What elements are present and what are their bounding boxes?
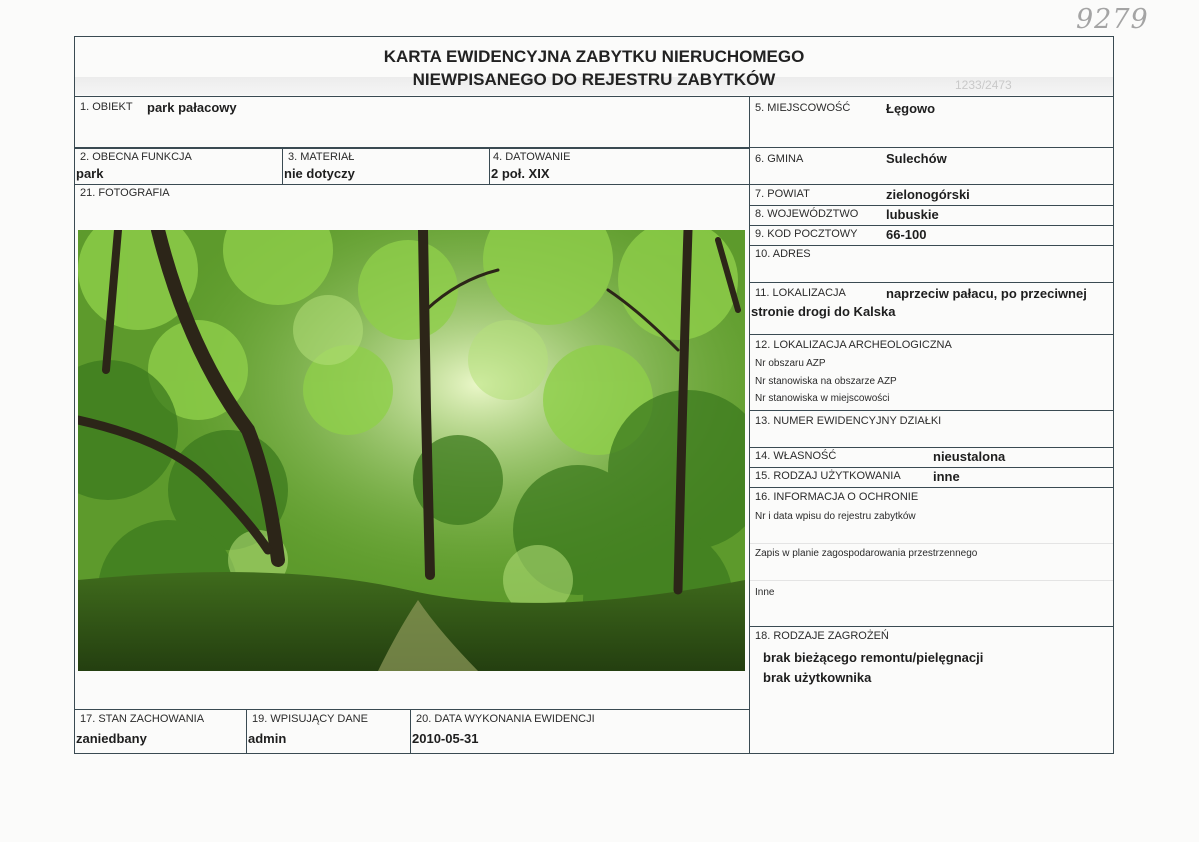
value-wlasnosc: nieustalona	[933, 449, 1006, 464]
faint-record-number: 1233/2473	[955, 78, 1012, 92]
ochrona-rejestr: Nr i data wpisu do rejestru zabytków	[755, 511, 916, 522]
field-wpisujacy	[246, 709, 411, 754]
value-miejscowosc: Łęgowo	[886, 101, 936, 116]
label-lokalizacja: 11. LOKALIZACJA	[755, 287, 846, 299]
value-kod: 66-100	[886, 227, 927, 242]
label-powiat: 7. POWIAT	[755, 188, 810, 200]
field-uzytkowanie	[749, 467, 1114, 488]
field-data	[410, 709, 750, 754]
label-uzytkowanie: 15. RODZAJ UŻYTKOWANIA	[755, 470, 901, 482]
value-datowanie: 2 poł. XIX	[491, 166, 550, 181]
value-obiekt: park pałacowy	[147, 100, 237, 115]
field-adres	[749, 245, 1114, 283]
label-fotografia: 21. FOTOGRAFIA	[80, 187, 170, 199]
label-datowanie: 4. DATOWANIE	[493, 151, 571, 163]
label-archeo: 12. LOKALIZACJA ARCHEOLOGICZNA	[755, 339, 952, 351]
field-gmina	[749, 147, 1114, 185]
ochrona-inne: Inne	[755, 587, 775, 598]
label-wpisujacy: 19. WPISUJĄCY DANE	[252, 713, 368, 725]
label-dzialka: 13. NUMER EWIDENCYJNY DZIAŁKI	[755, 415, 942, 427]
field-dzialka	[749, 410, 1114, 448]
value-uzytkowanie: inne	[933, 469, 960, 484]
label-data: 20. DATA WYKONANIA EWIDENCJI	[416, 713, 595, 725]
value-lokalizacja-line2: stronie drogi do Kalska	[751, 304, 896, 319]
archeo-stanowisko-azp: Nr stanowiska na obszarze AZP	[755, 376, 897, 387]
handwritten-number: 9279	[1076, 4, 1149, 35]
field-datowanie	[489, 148, 750, 185]
ochrona-divider-2	[750, 580, 1113, 581]
ochrona-divider-1	[750, 543, 1113, 544]
value-wojewodztwo: lubuskie	[886, 207, 939, 222]
field-miejscowosc	[749, 96, 1114, 148]
card-title-line2: NIEWPISANEGO DO REJESTRU ZABYTKÓW	[412, 70, 776, 89]
field-kod	[749, 225, 1114, 246]
label-wojewodztwo: 8. WOJEWÓDZTWO	[755, 208, 859, 220]
label-obiekt: 1. OBIEKT	[80, 101, 133, 113]
field-zagrozenia	[749, 626, 1114, 754]
label-miejscowosc: 5. MIEJSCOWOŚĆ	[755, 102, 851, 114]
card-header	[74, 36, 1114, 96]
label-stan: 17. STAN ZACHOWANIA	[80, 713, 205, 725]
field-ochrona	[749, 487, 1114, 627]
label-wlasnosc: 14. WŁASNOŚĆ	[755, 450, 837, 462]
field-stan	[74, 709, 247, 754]
field-wlasnosc	[749, 447, 1114, 468]
field-wojewodztwo	[749, 205, 1114, 226]
label-zagrozenia: 18. RODZAJE ZAGROŻEŃ	[755, 630, 889, 642]
value-material: nie dotyczy	[284, 166, 355, 181]
value-zagrozenia-line2: brak użytkownika	[763, 670, 872, 685]
field-archeo	[749, 334, 1114, 411]
park-photograph	[78, 230, 745, 671]
value-data: 2010-05-31	[412, 731, 479, 746]
ochrona-plan: Zapis w planie zagospodarowania przestrzennego	[755, 548, 978, 559]
archeo-azp: Nr obszaru AZP	[755, 358, 826, 369]
value-stan: zaniedbany	[76, 731, 147, 746]
label-gmina: 6. GMINA	[755, 153, 804, 165]
field-funkcja	[74, 148, 284, 185]
field-obiekt	[74, 96, 750, 148]
value-lokalizacja-line1: naprzeciw pałacu, po przeciwnej	[886, 286, 1087, 301]
card-title-line1: KARTA EWIDENCYJNA ZABYTKU NIERUCHOMEGO	[383, 47, 805, 66]
label-ochrona: 16. INFORMACJA O OCHRONIE	[755, 491, 919, 503]
value-funkcja: park	[76, 166, 104, 181]
field-material	[282, 148, 490, 185]
field-powiat	[749, 184, 1114, 206]
label-kod: 9. KOD POCZTOWY	[755, 228, 858, 240]
field-lokalizacja	[749, 282, 1114, 335]
label-material: 3. MATERIAŁ	[288, 151, 355, 163]
value-zagrozenia-line1: brak bieżącego remontu/pielęgnacji	[763, 650, 984, 665]
label-funkcja: 2. OBECNA FUNKCJA	[80, 151, 192, 163]
value-wpisujacy: admin	[248, 731, 287, 746]
value-gmina: Sulechów	[886, 151, 947, 166]
label-adres: 10. ADRES	[755, 248, 811, 260]
value-powiat: zielonogórski	[886, 187, 970, 202]
archeo-stanowisko-miejscowosc: Nr stanowiska w miejscowości	[755, 393, 890, 404]
